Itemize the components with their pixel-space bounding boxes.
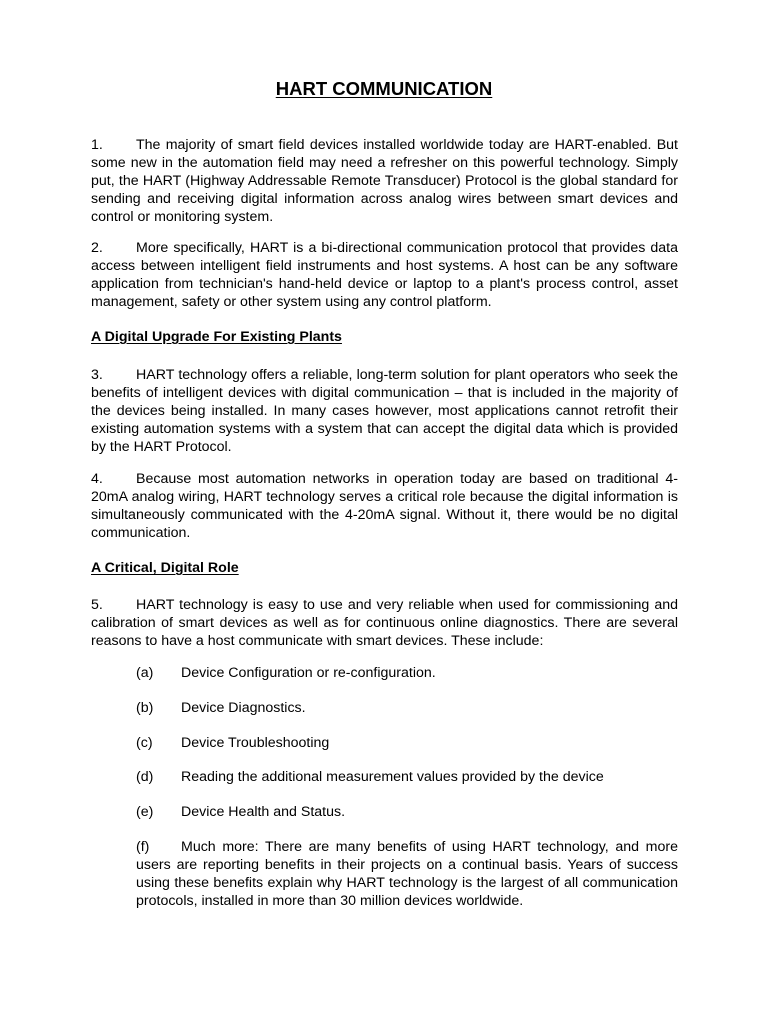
paragraph-4 (91, 470, 678, 542)
paragraph-5 (91, 596, 678, 650)
list-item-e (136, 803, 345, 821)
list-item-text: Device Configuration or re-configuration. (181, 665, 436, 681)
list-item-f (136, 838, 678, 910)
paragraph-text: The majority of smart field devices installed worldwide today are HART-enabled. But some new in the automation field may need a refresher on this powerful technology. Simply put, the HART (Highway Addressable Remote Transducer) Protocol is the global standard for sending and receiving digital information across analog wires between smart devices and control or monitoring system. (91, 137, 678, 225)
list-item-label: (c) (136, 735, 153, 751)
list-item-c (136, 734, 329, 752)
list-item-label: (e) (136, 804, 154, 820)
list-item-text: Much more: There are many benefits of using HART technology, and more users are reporting benefits in their projects on a continual basis. Years of success using these benefits explain why HART technology is the largest of all communication protocols, installed in more than 30 million devices worldwide. (136, 839, 678, 909)
list-item-text: Device Troubleshooting (181, 735, 330, 751)
paragraph-text: More specifically, HART is a bi-directional communication protocol that provides data access between intelligent field instruments and host systems. A host can be any software application from technician's hand-held device or laptop to a plant's process control, asset management, safety or other system using any control platform. (91, 240, 678, 310)
list-item-text: Device Health and Status. (181, 804, 346, 820)
list-item-text: Device Diagnostics. (181, 700, 306, 716)
paragraph-number: 5. (91, 597, 103, 613)
section-heading-digital-upgrade: A Digital Upgrade For Existing Plants (91, 329, 342, 345)
paragraph-2 (91, 239, 678, 311)
paragraph-text: Because most automation networks in operation today are based on traditional 4-20mA analog wiring, HART technology serves a critical role because the digital information is simultaneously communicated with the 4-20mA signal. Without it, there would be no digital communication. (91, 471, 678, 541)
list-item-label: (d) (136, 769, 154, 785)
list-item-label: (a) (136, 665, 154, 681)
paragraph-text: HART technology is easy to use and very reliable when used for commissioning and calibration of smart devices as well as for continuous online diagnostics. There are several reasons to have a host communicate with smart devices. These include: (91, 597, 678, 649)
paragraph-text: HART technology offers a reliable, long-term solution for plant operators who seek the benefits of intelligent devices with digital communication – that is included in the majority of the devices being installed. In many cases however, most applications cannot retrofit their existing automation systems with a system that can accept the digital data which is provided by the HART Protocol. (91, 367, 678, 455)
paragraph-number: 2. (91, 240, 103, 256)
paragraph-number: 3. (91, 367, 103, 383)
list-item-label: (f) (136, 839, 150, 855)
list-item-text: Reading the additional measurement values provided by the device (181, 769, 604, 785)
section-heading-critical-role: A Critical, Digital Role (91, 560, 239, 576)
paragraph-3 (91, 366, 678, 456)
paragraph-number: 4. (91, 471, 103, 487)
paragraph-1 (91, 136, 678, 226)
list-item-b (136, 699, 306, 717)
list-item-a (136, 664, 436, 682)
list-item-label: (b) (136, 700, 154, 716)
list-item-d (136, 768, 604, 786)
page-title: HART COMMUNICATION (275, 78, 493, 99)
paragraph-number: 1. (91, 137, 103, 153)
